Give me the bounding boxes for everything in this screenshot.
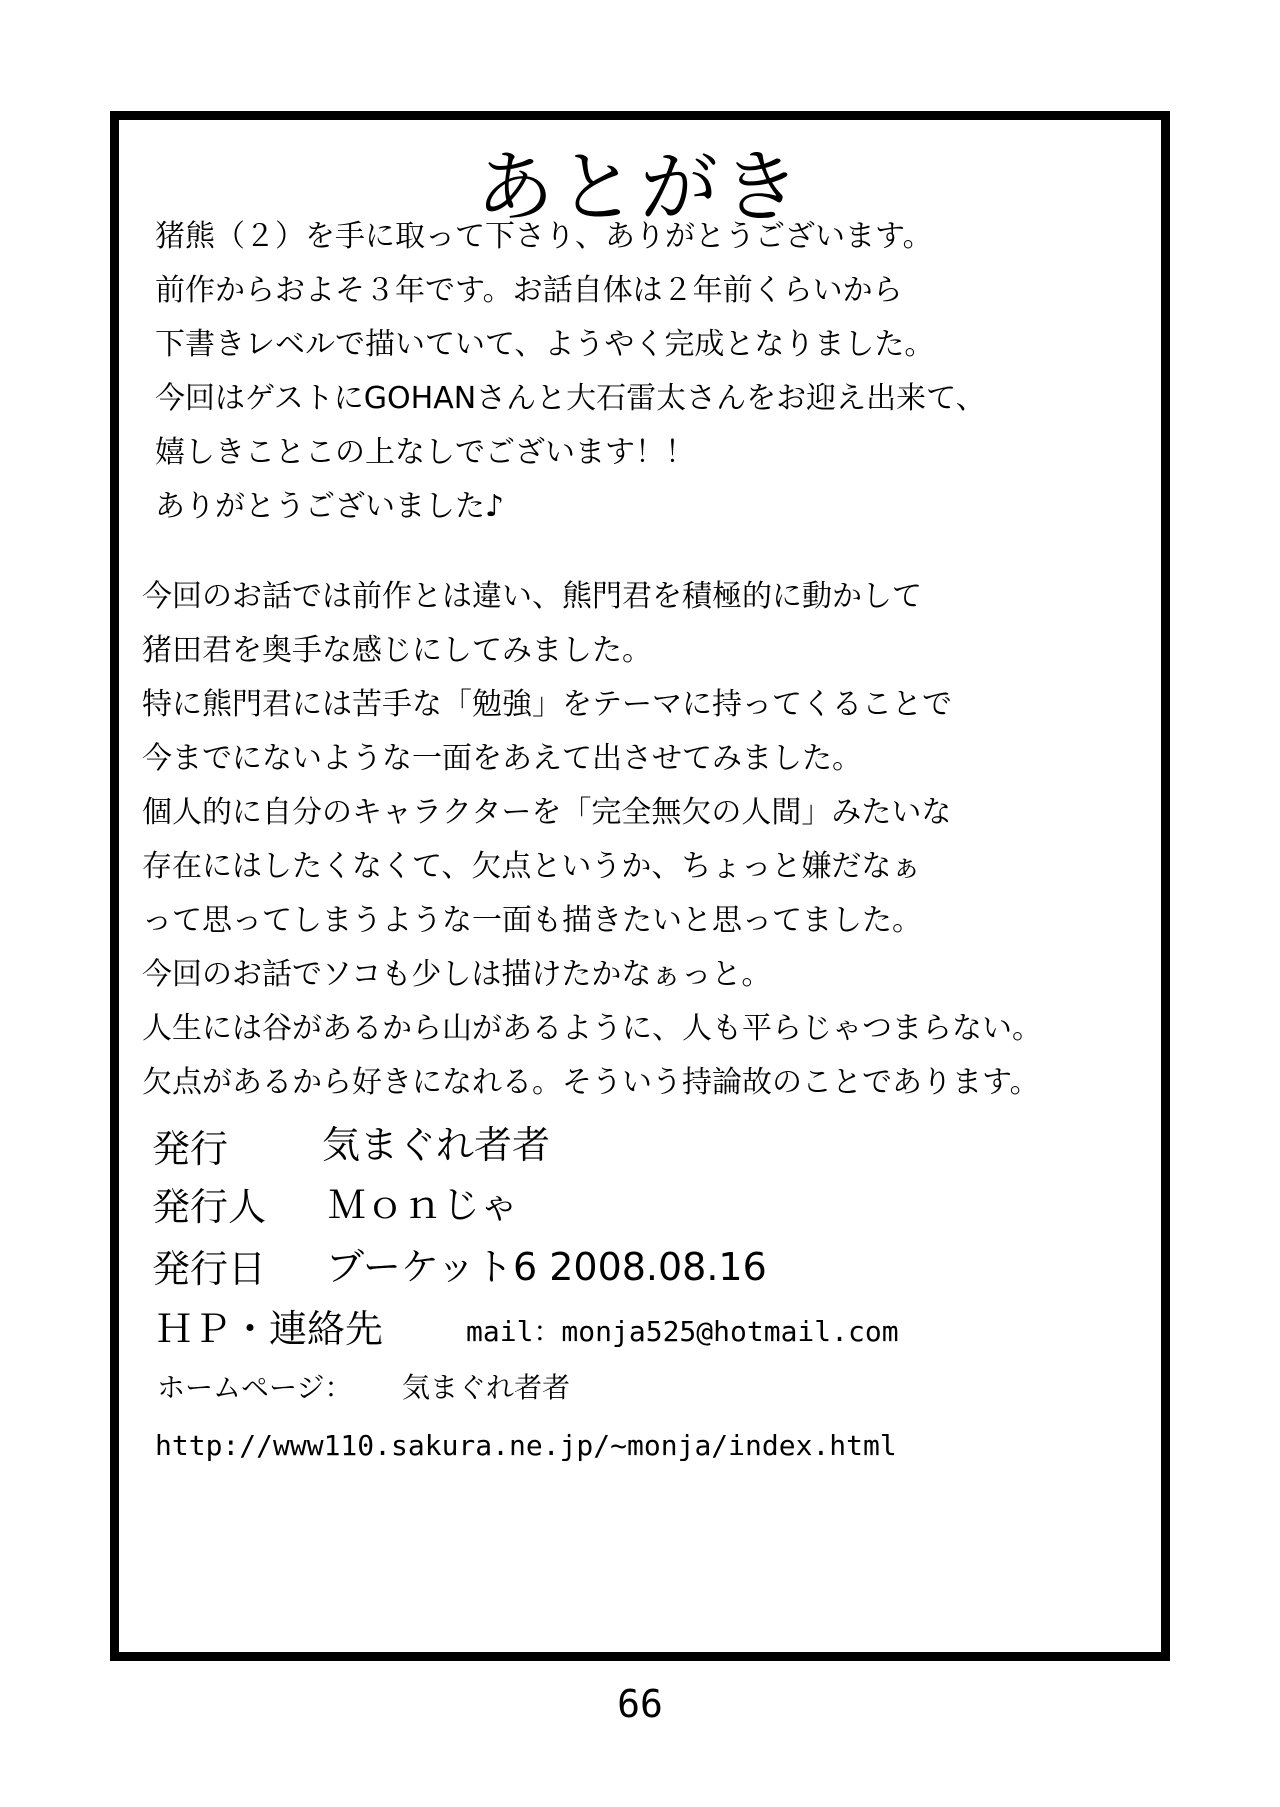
colophon-publisher-label: 発行 bbox=[152, 1127, 229, 1171]
paragraph2-line-3: 特に熊門君には苦手な「勉強」をテーマに持ってくることで bbox=[142, 687, 952, 722]
paragraph2-line-10: 欠点があるから好きになれる。そういう持論故のことであります。 bbox=[142, 1065, 1040, 1100]
colophon-contact-label: ＨＰ・連絡先 bbox=[155, 1307, 384, 1351]
paragraph1-line-4: 今回はゲストにGOHANさんと大石雷太さんをお迎え出来て、 bbox=[155, 381, 986, 416]
afterword-title: あとがき bbox=[475, 143, 804, 233]
paragraph2-line-1: 今回のお話では前作とは違い、熊門君を積極的に動かして bbox=[142, 579, 922, 614]
paragraph2-line-2: 猪田君を奥手な感じにしてみました。 bbox=[142, 633, 652, 668]
paragraph1-line-5: 嬉しきことこの上なしでございます！！ bbox=[155, 435, 695, 470]
paragraph1-line-6: ありがとうございました♪ bbox=[155, 489, 505, 524]
colophon-url: http://www110.sakura.ne.jp/~monja/index.html bbox=[155, 1429, 897, 1462]
paragraph1-line-3: 下書きレベルで描いていて、ようやく完成となりました。 bbox=[155, 327, 935, 362]
paragraph1-line-1: 猪熊（２）を手に取って下さり、ありがとうございます。 bbox=[155, 219, 933, 254]
colophon-date-label: 発行日 bbox=[152, 1247, 267, 1291]
colophon-homepage-value: 気まぐれ者者 bbox=[402, 1371, 571, 1404]
colophon-email: mail：monja525@hotmail.com bbox=[466, 1315, 899, 1348]
paragraph2-line-4: 今までにないような一面をあえて出させてみました。 bbox=[142, 741, 862, 776]
paragraph2-line-9: 人生には谷があるから山があるように、人も平らじゃつまらない。 bbox=[142, 1011, 1042, 1046]
colophon-date-value: ブーケット6 2008.08.16 bbox=[326, 1245, 767, 1289]
page-number: 66 bbox=[617, 1682, 663, 1726]
colophon-issuer-value: Ｍｏｎじゃ bbox=[328, 1183, 519, 1227]
colophon-homepage-label: ホームページ： bbox=[157, 1371, 353, 1404]
paragraph1-line-2: 前作からおよそ３年です。お話自体は２年前くらいから bbox=[155, 273, 903, 308]
paragraph2-line-6: 存在にはしたくなくて、欠点というか、ちょっと嫌だなぁ bbox=[142, 849, 922, 884]
colophon-publisher-value: 気まぐれ者者 bbox=[322, 1123, 551, 1167]
paragraph2-line-8: 今回のお話でソコも少しは描けたかなぁっと。 bbox=[142, 957, 772, 992]
colophon-issuer-label: 発行人 bbox=[152, 1185, 267, 1229]
paragraph2-line-5: 個人的に自分のキャラクターを「完全無欠の人間」みたいな bbox=[142, 795, 952, 830]
paragraph2-line-7: って思ってしまうような一面も描きたいと思ってました。 bbox=[142, 903, 922, 938]
